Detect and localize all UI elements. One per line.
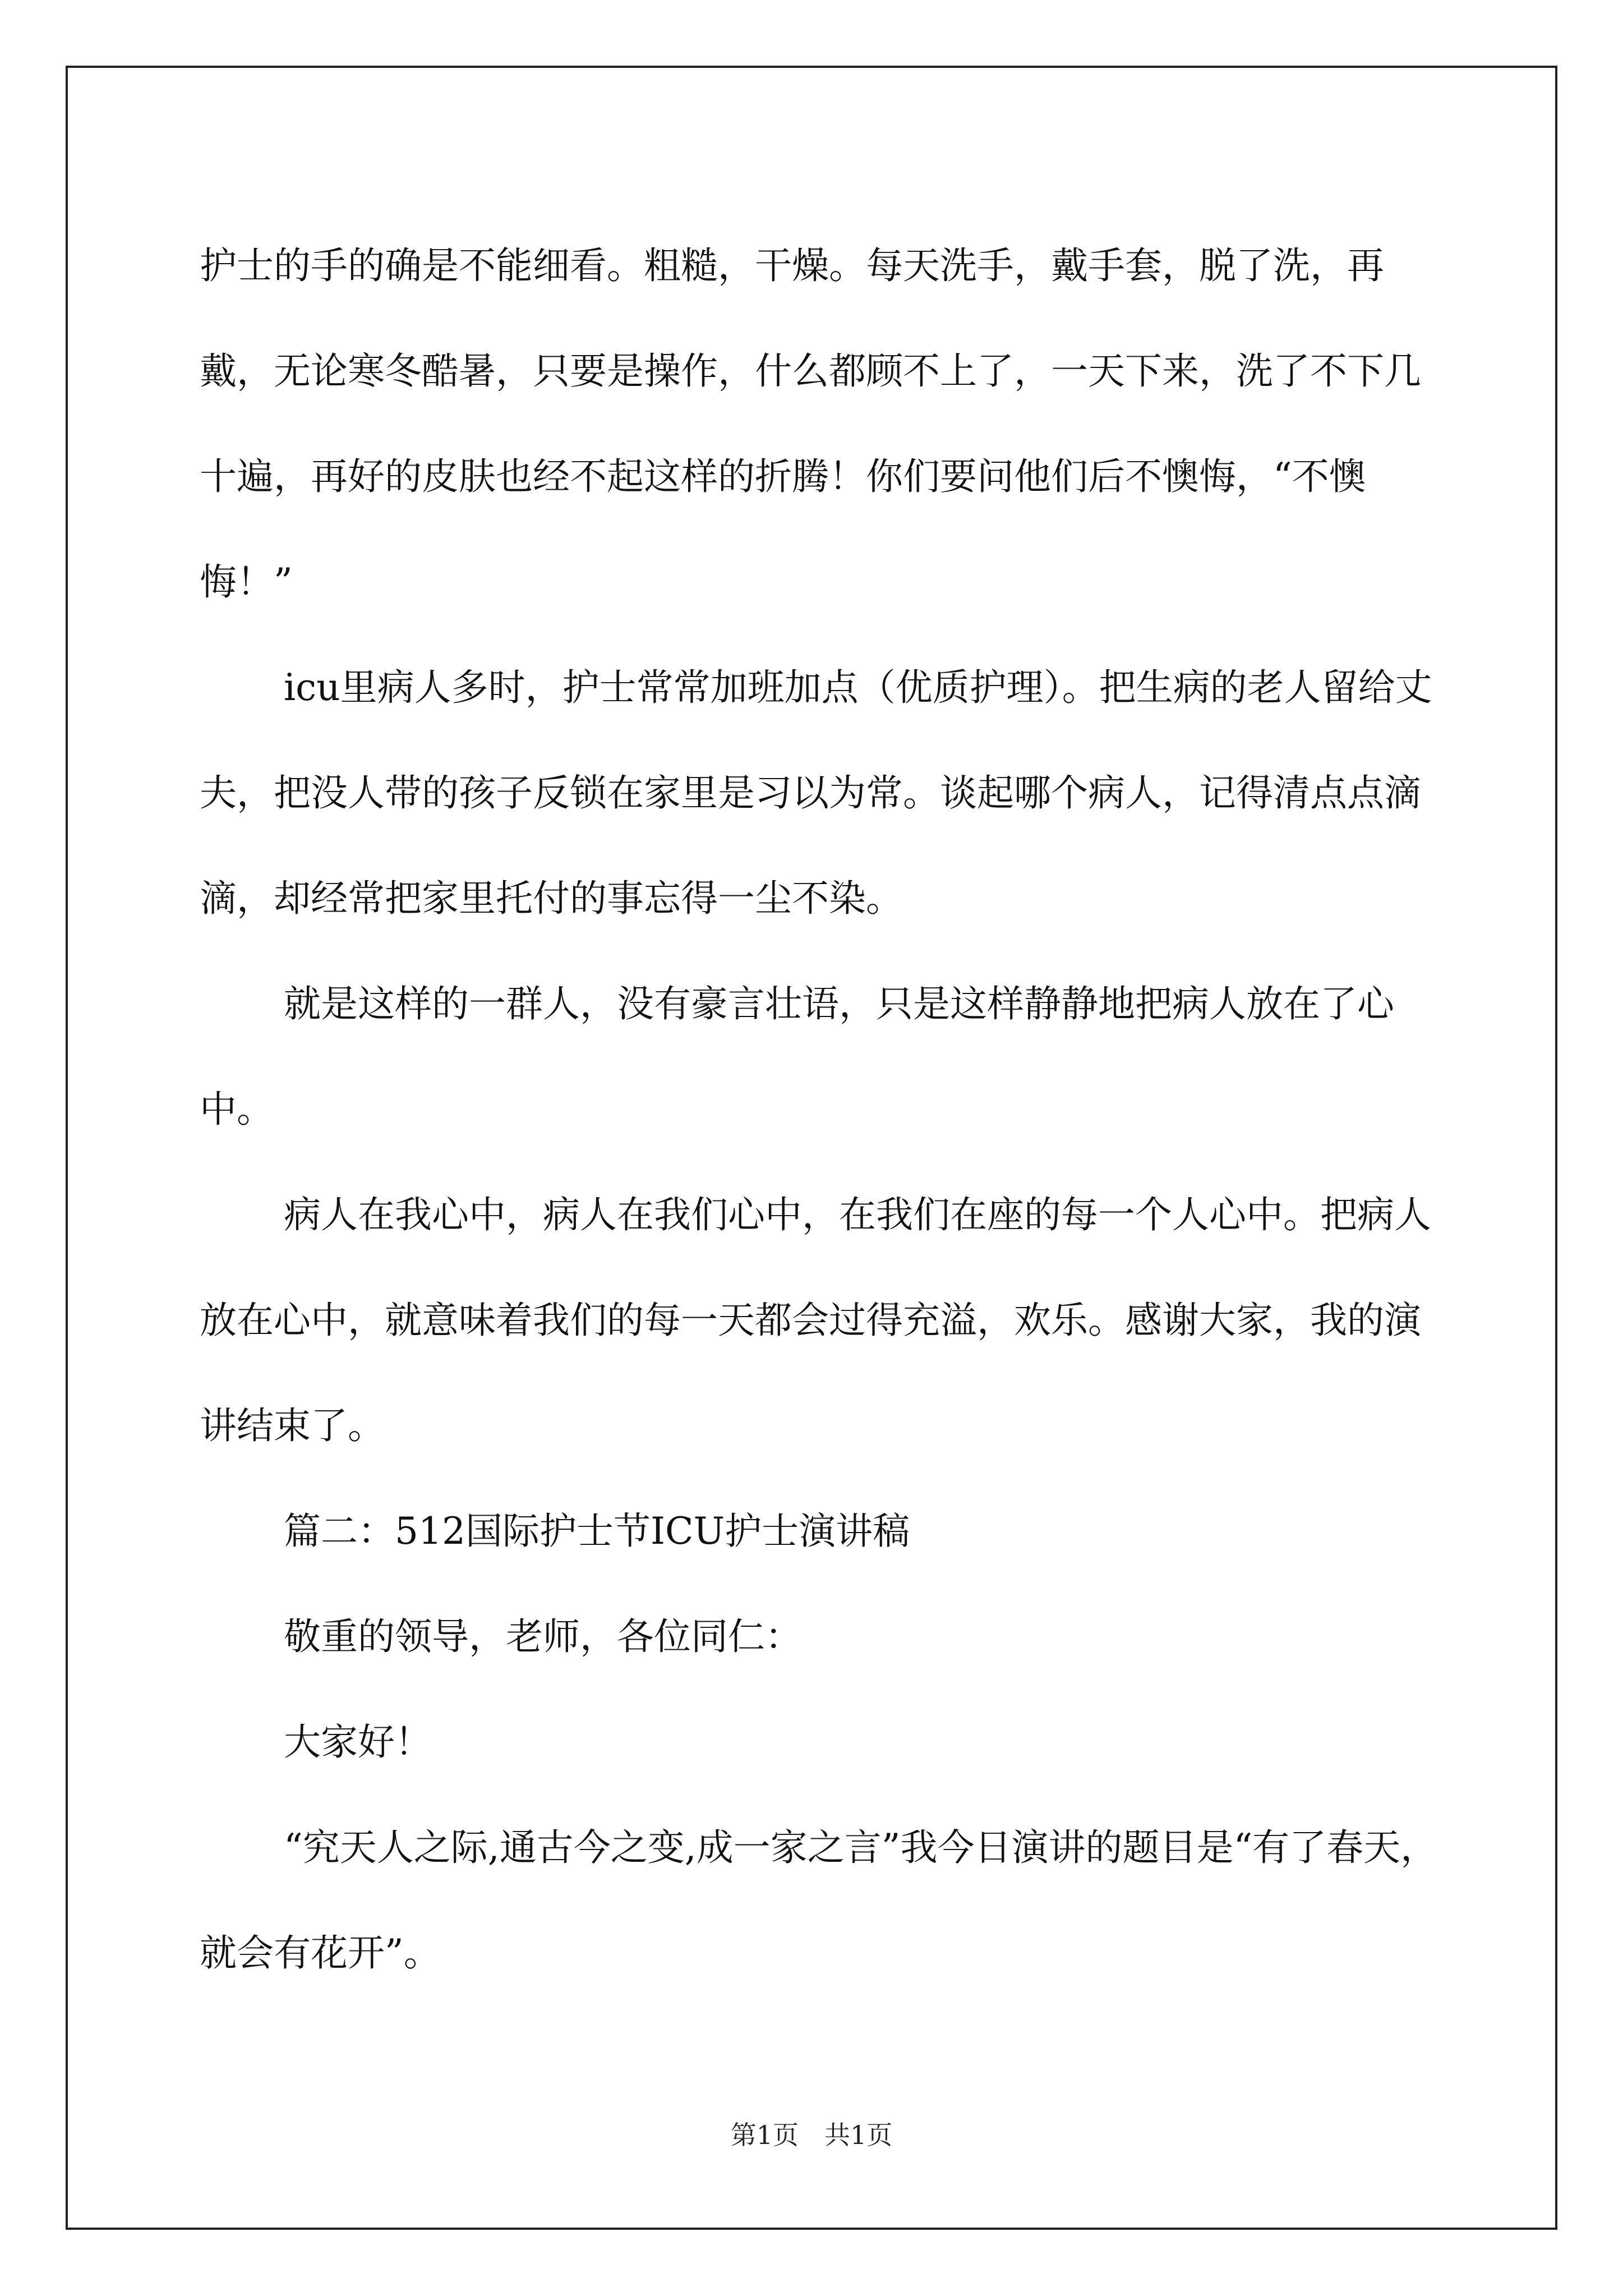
salutation: 敬重的领导，老师，各位同仁： <box>284 1615 802 1658</box>
greeting: 大家好！ <box>284 1720 432 1764</box>
paragraph-2: icu里病人多时，护士常常加班加点（优质护理）。把生病的老人留给丈夫，把没人带的孩子反锁在家里是习以为常。谈起哪个病人，记得清点点滴滴，却经常把家里托付的事忘得一尘不染。 <box>200 666 1432 920</box>
paragraph-4: 病人在我心中，病人在我们心中，在我们在座的每一个人心中。把病人放在心中，就意味着我们的每一天都会过得充溢，欢乐。感谢大家，我的演讲结束了。 <box>200 1193 1431 1447</box>
section-heading: 篇二：512国际护士节ICU护士演讲稿 <box>284 1510 910 1553</box>
paragraph-3: 就是这样的一群人，没有豪言壮语，只是这样静静地把病人放在了心中。 <box>200 982 1394 1131</box>
page-number-footer: 第1页 共1页 <box>730 2120 893 2150</box>
document-body <box>200 213 1445 2006</box>
paragraph-1: 护士的手的确是不能细看。粗糙，干燥。每天洗手，戴手套，脱了洗，再戴，无论寒冬酷暑，只要是操作，什么都顾不上了，一天下来，洗了不下几十遍，再好的皮肤也经不起这样的折腾！你们要问他们后不懊悔，“不懊悔！” <box>200 244 1421 604</box>
paragraph-8: “究天人之际,通古今之变,成一家之言”我今日演讲的题目是“有了春天，就会有花开”。 <box>200 1826 1438 1975</box>
